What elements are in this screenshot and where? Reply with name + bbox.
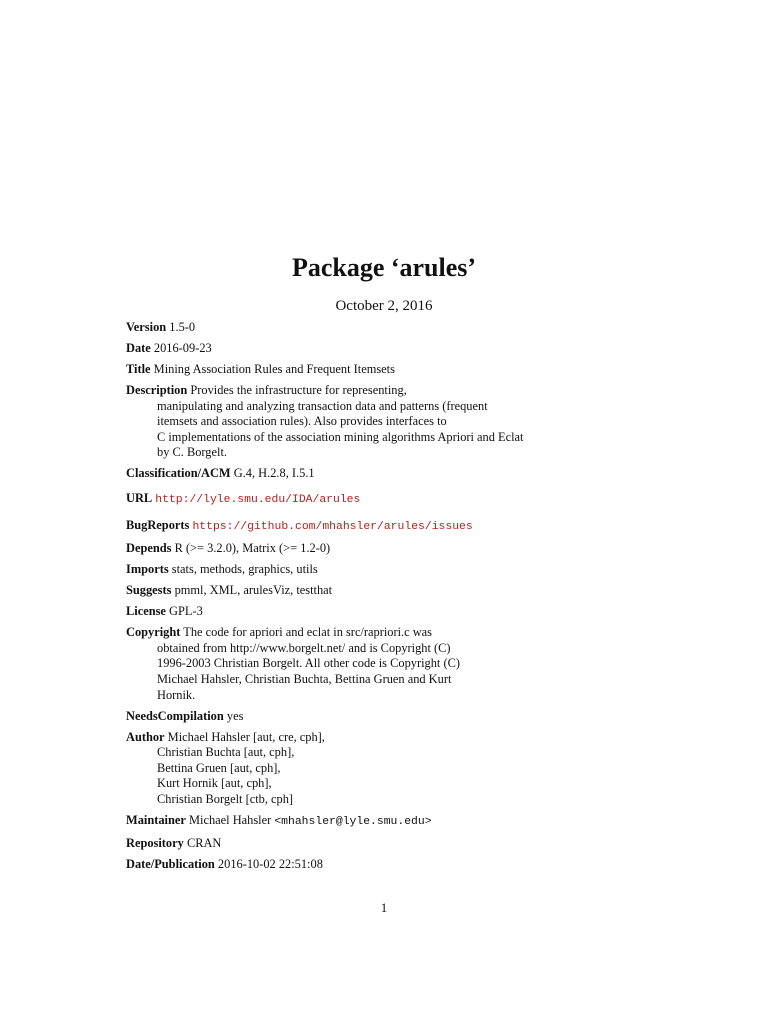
field-value: 2016-10-02 22:51:08 xyxy=(217,856,323,871)
description-line: itemsets and association rules). Also provides interfaces to xyxy=(157,414,447,429)
copyright-line: 1996-2003 Christian Borgelt. All other code is Copyright (C) xyxy=(157,656,460,671)
page-number: 1 xyxy=(380,900,388,915)
field-value: stats, methods, graphics, utils xyxy=(171,562,318,577)
field-label: Date xyxy=(126,340,151,355)
description-line: Provides the infrastructure for representing, xyxy=(190,382,407,397)
field-label: Suggests xyxy=(126,583,172,598)
package-date: October 2, 2016 xyxy=(335,298,433,314)
field-value: GPL-3 xyxy=(169,604,203,619)
field-date xyxy=(126,341,546,357)
field-label: Description xyxy=(126,382,188,397)
field-value: 2016-09-23 xyxy=(153,340,212,355)
field-author xyxy=(126,730,546,808)
copyright-line: The code for apriori and eclat in src/rapriori.c was xyxy=(183,625,432,640)
url-link[interactable]: http://lyle.smu.edu/IDA/arules xyxy=(155,494,361,507)
field-value: yes xyxy=(226,708,244,723)
field-label: BugReports xyxy=(126,518,190,533)
field-label: Version xyxy=(126,320,167,334)
bugreports-link[interactable]: https://github.com/mhahsler/arules/issues xyxy=(192,521,473,534)
field-label: Date/Publication xyxy=(126,856,215,871)
copyright-line: Hornik. xyxy=(157,687,196,702)
field-version xyxy=(126,320,546,336)
author-line: Christian Buchta [aut, cph], xyxy=(157,745,295,760)
author-line: Michael Hahsler [aut, cre, cph], xyxy=(167,729,325,744)
field-label: URL xyxy=(126,491,153,506)
field-needscompilation xyxy=(126,709,546,725)
field-label: Author xyxy=(126,729,165,744)
field-value: Mining Association Rules and Frequent Itemsets xyxy=(153,361,395,376)
field-label: NeedsCompilation xyxy=(126,708,224,723)
field-label: Copyright xyxy=(126,625,181,640)
field-value: CRAN xyxy=(186,835,222,850)
field-label: Imports xyxy=(126,562,169,577)
field-copyright xyxy=(126,625,546,703)
description-line: C implementations of the association mining algorithms Apriori and Eclat xyxy=(157,429,524,444)
field-label: License xyxy=(126,604,166,619)
description-line: manipulating and analyzing transaction data and patterns (frequent xyxy=(157,398,488,413)
field-value: 1.5-0 xyxy=(169,320,196,334)
author-line: Christian Borgelt [ctb, cph] xyxy=(157,791,294,806)
maintainer-email[interactable]: <mhahsler@lyle.smu.edu> xyxy=(274,815,432,828)
field-imports xyxy=(126,562,546,578)
copyright-line: Michael Hahsler, Christian Buchta, Bettina Gruen and Kurt xyxy=(157,671,452,686)
field-label: Repository xyxy=(126,835,184,850)
description-line: by C. Borgelt. xyxy=(157,445,227,460)
field-description xyxy=(126,383,546,461)
copyright-line: obtained from http://www.borgelt.net/ and is Copyright (C) xyxy=(157,640,451,655)
field-label: Depends xyxy=(126,541,172,556)
field-license xyxy=(126,604,546,620)
field-url xyxy=(126,491,546,509)
field-value: R (>= 3.2.0), Matrix (>= 1.2-0) xyxy=(174,541,331,556)
field-value: pmml, XML, arulesViz, testthat xyxy=(174,583,333,598)
field-classification xyxy=(126,466,546,482)
field-maintainer xyxy=(126,813,546,831)
author-line: Kurt Hornik [aut, cph], xyxy=(157,776,272,791)
package-title: Package ‘arules’ xyxy=(291,253,477,282)
field-suggests xyxy=(126,583,546,599)
package-fields xyxy=(126,320,546,878)
field-datepublication xyxy=(126,857,546,873)
maintainer-name: Michael Hahsler xyxy=(189,812,272,827)
field-depends xyxy=(126,541,546,557)
field-label: Maintainer xyxy=(126,812,186,827)
author-line: Bettina Gruen [aut, cph], xyxy=(157,760,281,775)
field-repository xyxy=(126,836,546,852)
field-label: Title xyxy=(126,361,151,376)
field-value: G.4, H.2.8, I.5.1 xyxy=(233,466,315,481)
field-label: Classification/ACM xyxy=(126,466,231,481)
field-bugreports xyxy=(126,518,546,536)
field-title xyxy=(126,362,546,378)
